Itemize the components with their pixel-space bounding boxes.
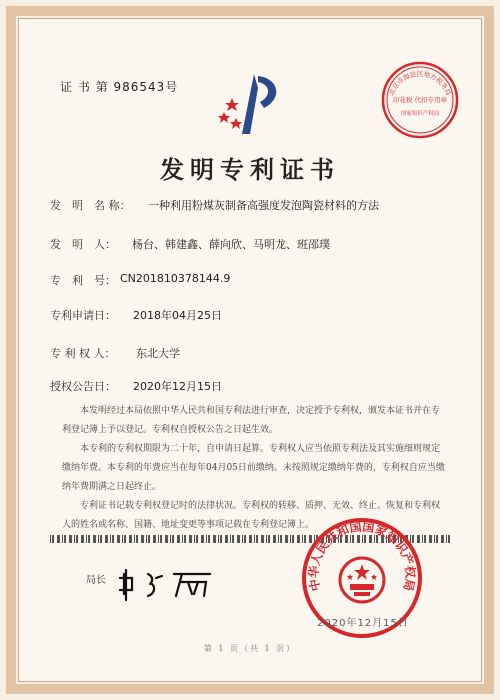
barcode-bar	[110, 535, 111, 543]
barcode-bar	[177, 535, 180, 543]
barcode-bar	[148, 535, 150, 543]
svg-text:中华人民共和国国家知识产权局	[306, 520, 419, 593]
svg-text:北京市海淀区地方税务局	[387, 69, 453, 97]
barcode-bar	[266, 535, 267, 543]
tax-stamp-text: 北京市海淀区地方税务局	[387, 70, 453, 97]
barcode-bar	[225, 535, 228, 543]
barcode-bar	[98, 535, 99, 543]
barcode-bar	[213, 535, 216, 543]
barcode-bar	[122, 535, 123, 543]
director-label: 局长	[86, 575, 106, 586]
barcode-bar	[160, 535, 162, 543]
barcode-bar	[184, 535, 186, 543]
tax-stamp-center: 印花税 代扣专用章	[392, 96, 448, 104]
barcode-bar	[64, 535, 66, 543]
barcode-bar	[50, 535, 51, 543]
barcode-bar	[93, 535, 96, 543]
barcode-bar	[81, 535, 84, 543]
barcode-bar	[285, 535, 288, 543]
barcode-bar	[117, 535, 120, 543]
certificate-number-value: 986543号	[113, 80, 179, 94]
barcode-bar	[292, 535, 294, 543]
barcode-bar	[218, 535, 219, 543]
barcode-bar	[112, 535, 114, 543]
barcode-bar	[254, 535, 255, 543]
field-value-grant-date: 2020年12月15日	[133, 380, 222, 393]
field-label-grant-date: 授权公告日：	[50, 380, 116, 393]
barcode-bar	[124, 535, 126, 543]
field-label-patentee: 专 利 权 人：	[50, 347, 116, 360]
barcode-bar	[88, 535, 90, 543]
field-value-inventors: 杨台、韩建鑫、薛向欣、马明龙、班邵璞	[132, 238, 330, 251]
barcode-bar	[436, 535, 438, 543]
tax-stamp-seal	[380, 60, 460, 140]
body-paragraph: 专利证书记载专利权登记时的法律状况。专利权的转移、质押、无效、终止、恢复和专利权人的姓名或名称、国籍、地址变更等事项记载在专利登记簿上。	[62, 501, 441, 530]
barcode-bar	[76, 535, 78, 543]
field-label-inventors: 发 明 人：	[50, 238, 116, 251]
barcode-bar	[165, 535, 168, 543]
barcode-bar	[230, 535, 231, 543]
barcode-bar	[424, 535, 426, 543]
barcode-bar	[261, 535, 264, 543]
barcode-bar	[244, 535, 246, 543]
barcode-bar	[74, 535, 75, 543]
barcode-bar	[146, 535, 147, 543]
barcode-bar	[189, 535, 192, 543]
barcode-bar	[153, 535, 156, 543]
grant-date: 2020年12月15日	[317, 618, 409, 629]
field-value-patentee: 东北大学	[136, 347, 180, 360]
barcode-bar	[100, 535, 102, 543]
barcode-bar	[170, 535, 171, 543]
field-value-filing-date: 2018年04月25日	[133, 309, 222, 322]
barcode-bar	[206, 535, 207, 543]
body-paragraph: 本发明经过本局依照中华人民共和国专利法进行审查，决定授予专利权，颁发本证书并在专利登记簿上予以登记。专利权自授权公告之日起生效。	[62, 406, 441, 435]
national-emblem-icon	[340, 558, 384, 602]
barcode-bar	[242, 535, 243, 543]
barcode-bar	[441, 535, 444, 543]
barcode-bar	[105, 535, 108, 543]
barcode-bar	[129, 535, 132, 543]
cnipa-logo-icon	[212, 68, 292, 140]
barcode-bar	[220, 535, 222, 543]
tax-stamp-bottom: 国家知识产权局	[400, 111, 440, 117]
barcode-bar	[208, 535, 210, 543]
barcode-bar	[57, 535, 60, 543]
official-seal-text: 中华人民共和国国家知识产权局	[306, 519, 418, 593]
barcode-bar	[62, 535, 63, 543]
barcode-bar	[280, 535, 282, 543]
barcode-bar	[290, 535, 291, 543]
director-signature	[118, 566, 218, 602]
barcode-bar	[237, 535, 240, 543]
barcode-bar	[278, 535, 279, 543]
field-label-patent-number: 专 利 号：	[50, 274, 116, 287]
field-value-patent-number: CN201810378144.9	[120, 272, 231, 285]
barcode-bar	[141, 535, 144, 543]
barcode-bar	[86, 535, 87, 543]
barcode-bar	[434, 535, 435, 543]
certificate-number	[60, 78, 178, 95]
barcode-bar	[448, 535, 450, 543]
barcode-bar	[256, 535, 258, 543]
barcode-bar	[268, 535, 270, 543]
barcode-bar	[172, 535, 174, 543]
barcode-bar	[134, 535, 135, 543]
field-label-invention-name: 发 明 名 称：	[50, 199, 131, 212]
field-value-invention-name: 一种利用粉煤灰制备高强度发泡陶瓷材料的方法	[148, 199, 379, 212]
certificate-number-label: 证 书 第	[60, 80, 109, 94]
barcode-bar	[196, 535, 198, 543]
barcode-bar	[69, 535, 72, 543]
barcode-bar	[201, 535, 204, 543]
barcode-bar	[182, 535, 183, 543]
barcode-bar	[52, 535, 54, 543]
page-footer: 第 1 页（共 1 页）	[203, 644, 297, 653]
barcode-bar	[136, 535, 138, 543]
barcode-bar	[273, 535, 276, 543]
field-label-filing-date: 专利申请日：	[50, 309, 116, 322]
barcode-bar	[194, 535, 195, 543]
certificate-title: 发明专利证书	[160, 155, 340, 184]
barcode-bar	[429, 535, 432, 543]
barcode-bar	[446, 535, 447, 543]
barcode-bar	[232, 535, 234, 543]
body-paragraph: 本专利的专利权期限为二十年，自申请日起算。专利权人应当依照专利法及其实施细则规定缴纳年费。本专利的年费应当在每年04月05日前缴纳。未按照规定缴纳年费的，专利权自应当缴纳年费期满之日起终止。	[62, 444, 445, 492]
barcode-bar	[249, 535, 252, 543]
barcode-bar	[158, 535, 159, 543]
